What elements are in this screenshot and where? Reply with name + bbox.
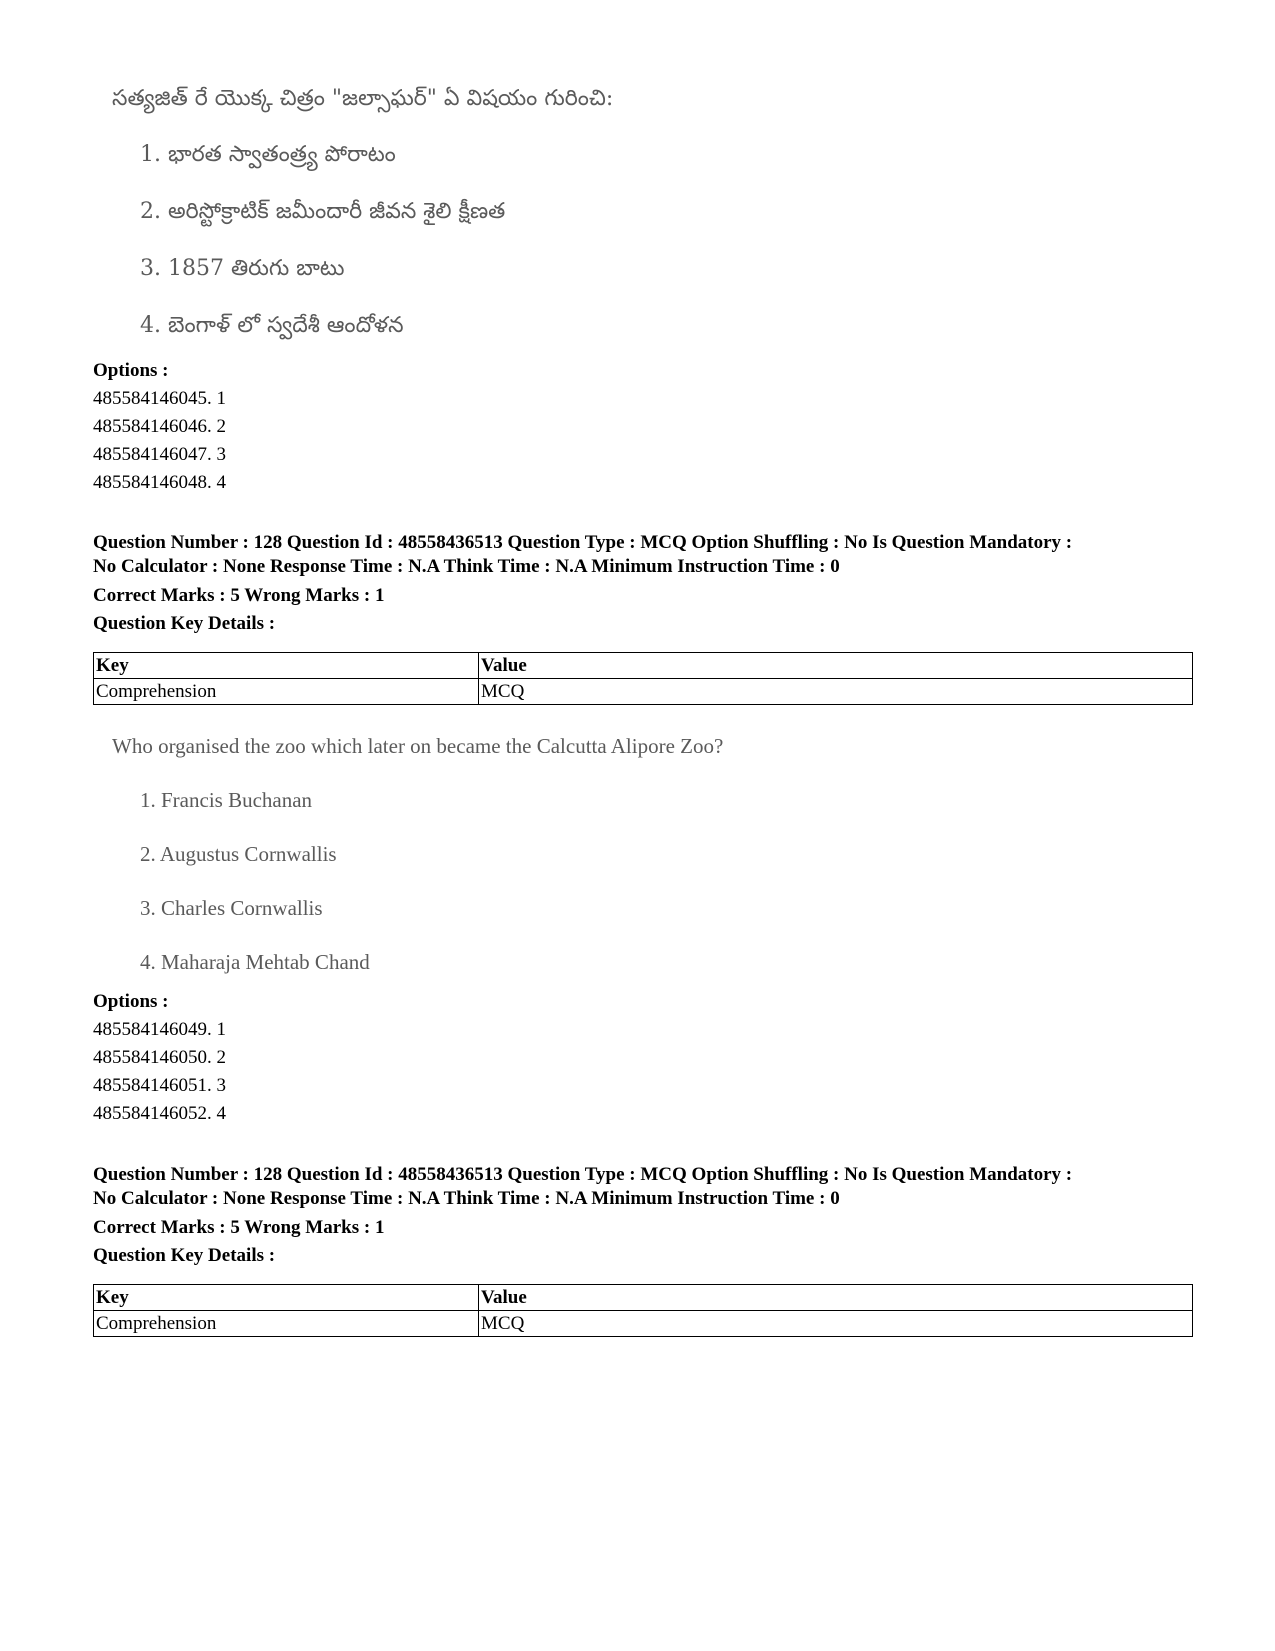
table-cell-value: MCQ	[479, 679, 1193, 705]
table-header-value: Value	[479, 653, 1193, 679]
question-meta	[93, 1163, 1193, 1270]
option-item: 485584146052. 4	[93, 1103, 226, 1124]
table-header-row	[94, 653, 1193, 679]
marks-line: Correct Marks : 5 Wrong Marks : 1	[93, 585, 385, 606]
marks-line: Correct Marks : 5 Wrong Marks : 1	[93, 1217, 385, 1238]
table-header-value: Value	[479, 1285, 1193, 1311]
table-header-row	[94, 1285, 1193, 1311]
question-stem: Who organised the zoo which later on became the Calcutta Alipore Zoo?	[112, 734, 724, 758]
options-block	[93, 357, 1193, 497]
question-option: 4. Maharaja Mehtab Chand	[140, 950, 370, 974]
question-option: 1. Francis Buchanan	[140, 788, 313, 812]
question-meta-line: No Calculator : None Response Time : N.A Think Time : N.A Minimum Instruction Time : 0	[93, 1188, 840, 1209]
question-option: 3. 1857 తిరుగు బాటు	[140, 256, 345, 281]
options-block	[93, 988, 1193, 1128]
question-option: 2. అరిస్టోక్రాటిక్ జమీందారీ జీవన శైలి క్షీణత	[140, 199, 506, 224]
options-heading: Options :	[93, 991, 169, 1012]
question-meta-line: Question Number : 128 Question Id : 48558436513 Question Type : MCQ Option Shuffling : No Is Question Mandatory :	[93, 532, 1073, 553]
table-row	[94, 679, 1193, 705]
question-stem: సత్యజిత్ రే యొక్క చిత్రం "జల్సాఘర్" ఏ విషయం గురించి:	[112, 86, 614, 111]
option-item: 485584146048. 4	[93, 472, 226, 493]
key-details-label: Question Key Details :	[93, 613, 276, 634]
table-cell-key: Comprehension	[94, 679, 479, 705]
question-option: 2. Augustus Cornwallis	[140, 842, 337, 866]
option-item: 485584146047. 3	[93, 444, 226, 465]
question-option: 3. Charles Cornwallis	[140, 896, 323, 920]
table-row	[94, 1311, 1193, 1337]
table-cell-value: MCQ	[479, 1311, 1193, 1337]
option-item: 485584146049. 1	[93, 1019, 226, 1040]
question-option: 4. బెంగాళ్ లో స్వదేశీ ఆందోళన	[140, 313, 404, 338]
option-item: 485584146046. 2	[93, 416, 226, 437]
table-cell-key: Comprehension	[94, 1311, 479, 1337]
table-header-key: Key	[94, 1285, 479, 1311]
options-heading: Options :	[93, 360, 169, 381]
question-image-telugu	[112, 84, 613, 368]
option-item: 485584146050. 2	[93, 1047, 226, 1068]
key-details-label: Question Key Details :	[93, 1245, 276, 1266]
question-meta-line: Question Number : 128 Question Id : 48558436513 Question Type : MCQ Option Shuffling : No Is Question Mandatory :	[93, 1164, 1073, 1185]
question-option: 1. భారత స్వాతంత్ర్య పోరాటం	[140, 142, 396, 167]
question-key-table	[93, 652, 1193, 705]
question-key-table	[93, 1284, 1193, 1337]
question-meta-line: No Calculator : None Response Time : N.A Think Time : N.A Minimum Instruction Time : 0	[93, 556, 840, 577]
question-image-english	[112, 731, 723, 1001]
question-meta	[93, 531, 1193, 638]
option-item: 485584146045. 1	[93, 388, 226, 409]
option-item: 485584146051. 3	[93, 1075, 226, 1096]
table-header-key: Key	[94, 653, 479, 679]
